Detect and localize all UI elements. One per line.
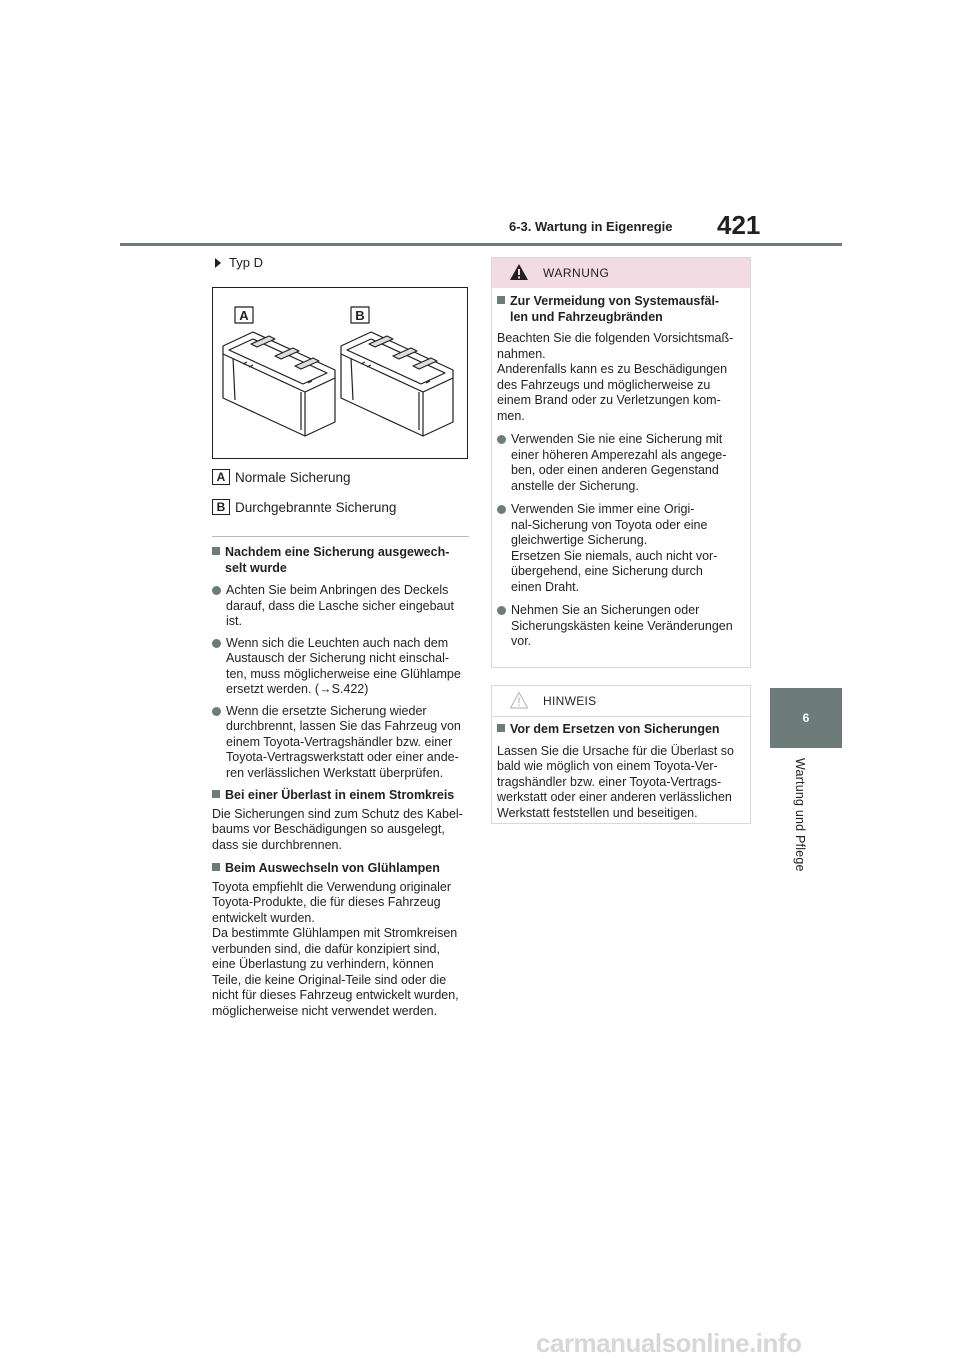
note-title: HINWEIS <box>543 694 597 708</box>
section-heading-overload: Bei einer Überlast in einem Stromkreis <box>212 788 474 804</box>
legend-item-a <box>212 469 351 485</box>
warning-content <box>497 294 747 650</box>
square-bullet-icon <box>212 547 220 555</box>
bullet-dot-icon <box>497 435 506 444</box>
section-divider <box>212 536 469 537</box>
warning-heading: Zur Vermeidung von Systemausfäl- len und Fahrzeugbränden <box>497 294 747 325</box>
paragraph-overload: Die Sicherungen sind zum Schutz des Kabel- baums vor Beschädigungen so ausgelegt, dass sie durchbrennen. <box>212 806 463 852</box>
warning-triangle-icon <box>509 263 529 281</box>
legend-letter-b: B <box>212 499 230 515</box>
square-bullet-icon <box>497 296 505 304</box>
list-item: Verwenden Sie nie eine Sicherung mit einer höheren Amperezahl als angege- ben, oder einen anderen Gegenstand anstelle der Sicherung. <box>497 432 747 494</box>
square-bullet-icon <box>497 724 505 732</box>
list-item: Wenn sich die Leuchten auch nach dem Austausch der Sicherung nicht einschal- ten, muss möglicherweise eine Glühlampe ersetzt werden. (→S.422) <box>212 636 474 698</box>
section-heading-bulbs: Beim Auswechseln von Glühlampen <box>212 861 474 877</box>
legend-text-a: Normale Sicherung <box>235 469 351 485</box>
figure-type-label: Typ D <box>215 255 263 270</box>
list-item: Verwenden Sie immer eine Origi- nal-Sicherung von Toyota oder eine gleichwertige Sicherung. Ersetzen Sie niemals, auch nicht vor- übergehend, eine Sicherung durch einen Draht. <box>497 502 747 595</box>
chapter-title: Wartung und Pflege <box>793 758 807 872</box>
page-number: 421 <box>717 210 761 240</box>
callout-a-label: A <box>239 308 249 323</box>
list-item: Achten Sie beim Anbringen des Deckels darauf, dass die Lasche sicher eingebaut ist. <box>212 583 474 630</box>
note-paragraph: Lassen Sie die Ursache für die Überlast so bald wie möglich von einem Toyota-Ver- tragshändler bzw. einer Toyota-Vertrags- werkstatt oder einer anderen verlässlichen Werkstatt feststellen und beseitigen. <box>497 743 734 820</box>
note-content <box>497 722 747 821</box>
callout-b-label: B <box>355 308 365 323</box>
chapter-tab[interactable] <box>770 688 842 748</box>
legend-item-b <box>212 499 396 515</box>
bullet-dot-icon <box>497 505 506 514</box>
caution-outline-icon <box>509 691 529 709</box>
arrow-right-icon <box>215 258 221 268</box>
warning-header <box>492 258 750 288</box>
square-bullet-icon <box>212 790 220 798</box>
note-header <box>492 686 750 717</box>
list-item: Nehmen Sie an Sicherungen oder Sicherungskästen keine Veränderungen vor. <box>497 603 747 650</box>
square-bullet-icon <box>212 863 220 871</box>
bullet-dot-icon <box>212 639 221 648</box>
left-column <box>212 545 474 1019</box>
legend-text-b: Durchgebrannte Sicherung <box>235 499 397 515</box>
header-divider <box>120 243 842 246</box>
bullet-dot-icon <box>497 606 506 615</box>
section-heading-fuse-replaced: Nachdem eine Sicherung ausgewech- selt wurde <box>212 545 474 576</box>
legend-letter-a: A <box>212 469 230 485</box>
bullet-dot-icon <box>212 707 221 716</box>
list-item: Wenn die ersetzte Sicherung wieder durchbrennt, lassen Sie das Fahrzeug von einem Toyota-Vertragshändler bzw. einer Toyota-Vertragswerkstatt oder einer ande- ren verlässlichen Werkstatt überprüfen. <box>212 704 474 782</box>
note-heading: Vor dem Ersetzen von Sicherungen <box>497 722 747 738</box>
paragraph-bulbs: Toyota empfiehlt die Verwendung originaler Toyota-Produkte, die für dieses Fahrzeug entwickelt wurden. Da bestimmte Glühlampen mit Stromkreisen verbunden sind, die dafür konzipiert sind, eine Überlastung zu verhindern, können Teile, die keine Original-Teile sind oder die nicht für dieses Fahrzeug entwickelt wurden, möglicherweise nicht verwendet werden. <box>212 879 459 1018</box>
fuse-drawing <box>213 288 467 458</box>
warning-intro: Beachten Sie die folgenden Vorsichtsmaß- nahmen. Anderenfalls kann es zu Beschädigungen des Fahrzeugs und möglicherweise zu einem Brand oder zu Verletzungen kom- men. <box>497 331 734 423</box>
warning-title: WARNUNG <box>543 266 610 280</box>
bullet-dot-icon <box>212 586 221 595</box>
fuse-illustration <box>212 287 468 459</box>
warning-box <box>491 257 751 668</box>
site-watermark[interactable]: carmanualsonline.info <box>536 1328 802 1358</box>
note-box <box>491 685 751 824</box>
chapter-number: 6 <box>802 711 810 725</box>
section-title: 6-3. Wartung in Eigenregie <box>509 219 673 234</box>
